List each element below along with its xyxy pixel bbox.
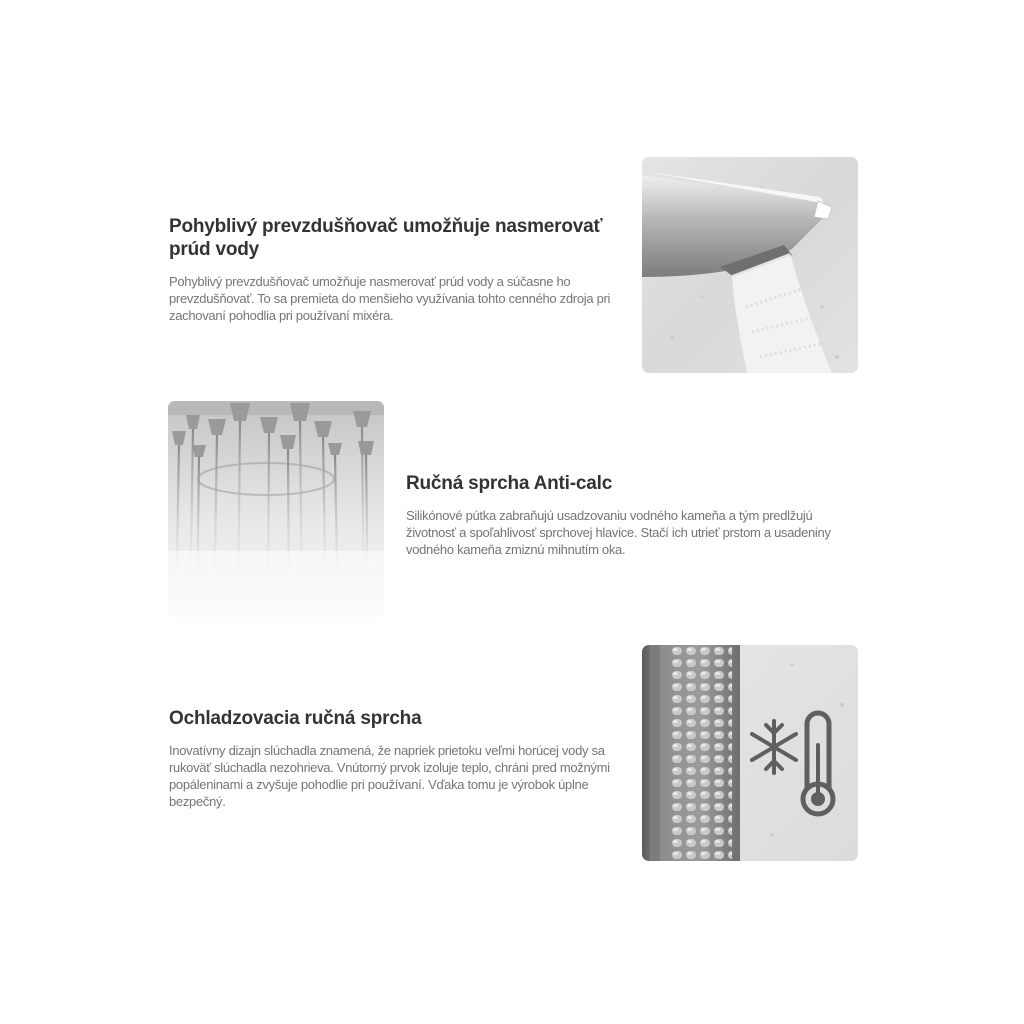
faucet-aerator-image [642, 157, 858, 373]
cool-handle-image [642, 645, 858, 861]
shower-nozzles-image [168, 401, 384, 617]
feature-description: Pohyblivý prevzdušňovač umožňuje nasmerovať prúd vody a súčasne ho prevzdušňovať. To sa premieta do menšieho využívania tohto cenného zdroja pri zachovaní pohodlia pri používaní mixéra. [169, 274, 611, 323]
feature-description: Inovatívny dizajn slúchadla znamená, že napriek prietoku veľmi horúcej vody sa rukoväť slúchadla nezohrieva. Vnútorný prvok izoluje teplo, chráni pred možnými popáleninami a zvyšuje pohodlie pri používaní. Vďaka tomu je výrobok úplne bezpečný. [169, 743, 610, 809]
feature-title: Pohyblivý prevzdušňovač umožňuje nasmerovať prúd vody [169, 216, 603, 260]
feature-title: Ochladzovacia ručná sprcha [169, 708, 422, 729]
feature-cooling-handle [169, 707, 624, 810]
feature-description: Silikónové pútka zabraňujú usadzovaniu vodného kameňa a tým predlžujú životnosť a spoľahlivosť sprchovej hlavice. Stačí ich utrieť prstom a usadeniny vodného kameňa zmiznú mihnutím oka. [406, 508, 831, 557]
feature-anti-calc [406, 472, 846, 558]
feature-aerator [169, 215, 624, 324]
feature-title: Ručná sprcha Anti-calc [406, 473, 613, 494]
